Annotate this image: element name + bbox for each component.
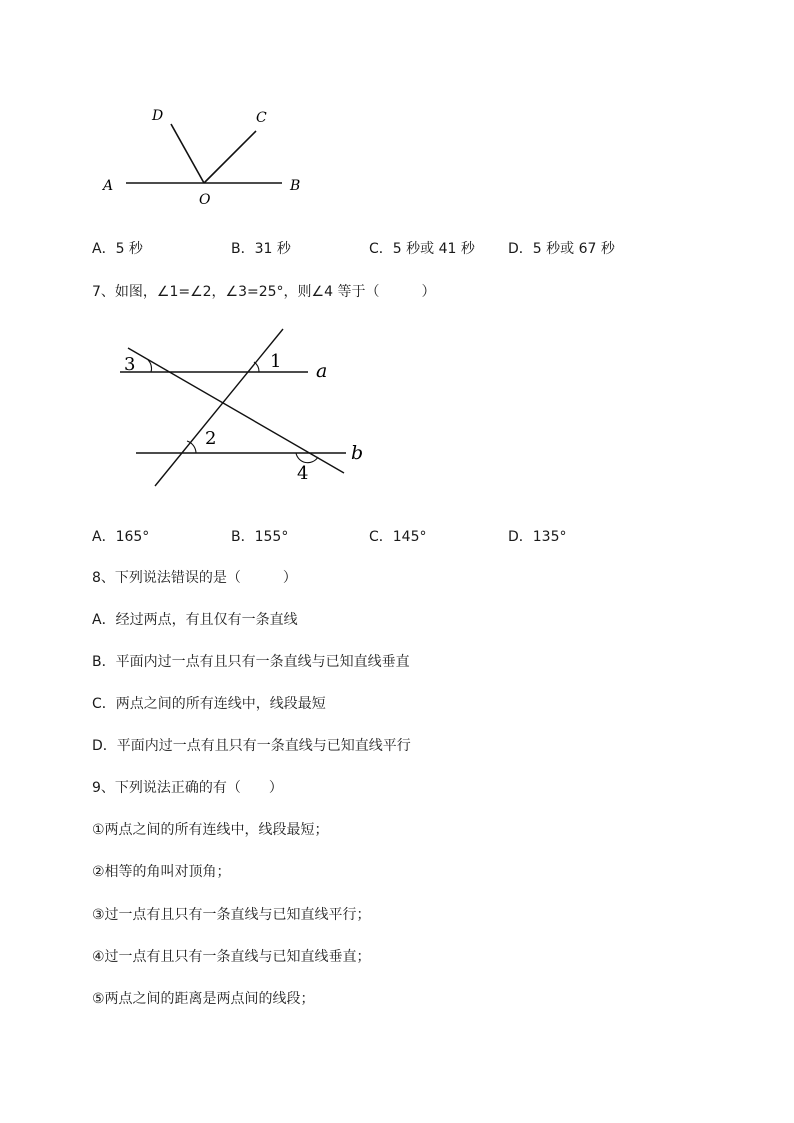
q7-option-a: A．165° (92, 529, 150, 545)
q6-option-a: A．5 秒 (92, 241, 143, 257)
q9-item-4: ④过一点有且只有一条直线与已知直线垂直； (92, 949, 371, 965)
angle-1-label: 1 (270, 351, 282, 372)
q9-item-2: ②相等的角叫对顶角； (92, 864, 231, 880)
q8-stem: 8、下列说法错误的是（ ） (92, 570, 297, 586)
label-b: B (290, 178, 301, 194)
q7-option-b: B．155° (231, 529, 289, 545)
angle-figure (0, 0, 794, 230)
q9-item-3: ③过一点有且只有一条直线与已知直线平行； (92, 907, 371, 923)
q8-option-c: C．两点之间的所有连线中，线段最短 (92, 696, 326, 712)
line-b-label: b (351, 442, 364, 464)
q9-item-1: ①两点之间的所有连线中，线段最短； (92, 822, 329, 838)
angle-2-arc (187, 441, 196, 453)
q8-option-d: D．平面内过一点有且只有一条直线与已知直线平行 (92, 738, 411, 754)
transversal-2 (128, 348, 344, 473)
angle-4-arc (296, 453, 318, 463)
ray-oc (204, 131, 256, 183)
q9-stem: 9、下列说法正确的有（ ） (92, 780, 283, 796)
q6-option-b: B．31 秒 (231, 241, 291, 257)
label-d: D (152, 108, 164, 124)
q7-stem: 7、如图，∠1=∠2，∠3=25°，则∠4 等于（ ） (92, 284, 436, 300)
q6-option-d: D．5 秒或 67 秒 (508, 241, 615, 257)
q8-option-b: B．平面内过一点有且只有一条直线与已知直线垂直 (92, 654, 410, 670)
label-a: A (103, 178, 114, 194)
label-o: O (199, 192, 211, 208)
q7-option-d: D．135° (508, 529, 567, 545)
q7-option-c: C．145° (369, 529, 427, 545)
angle-3-label: 3 (124, 354, 136, 375)
angle-2-label: 2 (205, 428, 217, 449)
transversal-1 (155, 329, 283, 486)
label-c: C (256, 110, 267, 126)
angle-4-label: 4 (297, 463, 309, 484)
q8-option-a: A．经过两点，有且仅有一条直线 (92, 612, 298, 628)
line-a-label: a (316, 360, 328, 382)
q6-option-c: C．5 秒或 41 秒 (369, 241, 475, 257)
parallel-lines-figure (0, 320, 794, 520)
q9-item-5: ⑤两点之间的距离是两点间的线段； (92, 991, 315, 1007)
ray-od (171, 124, 204, 183)
